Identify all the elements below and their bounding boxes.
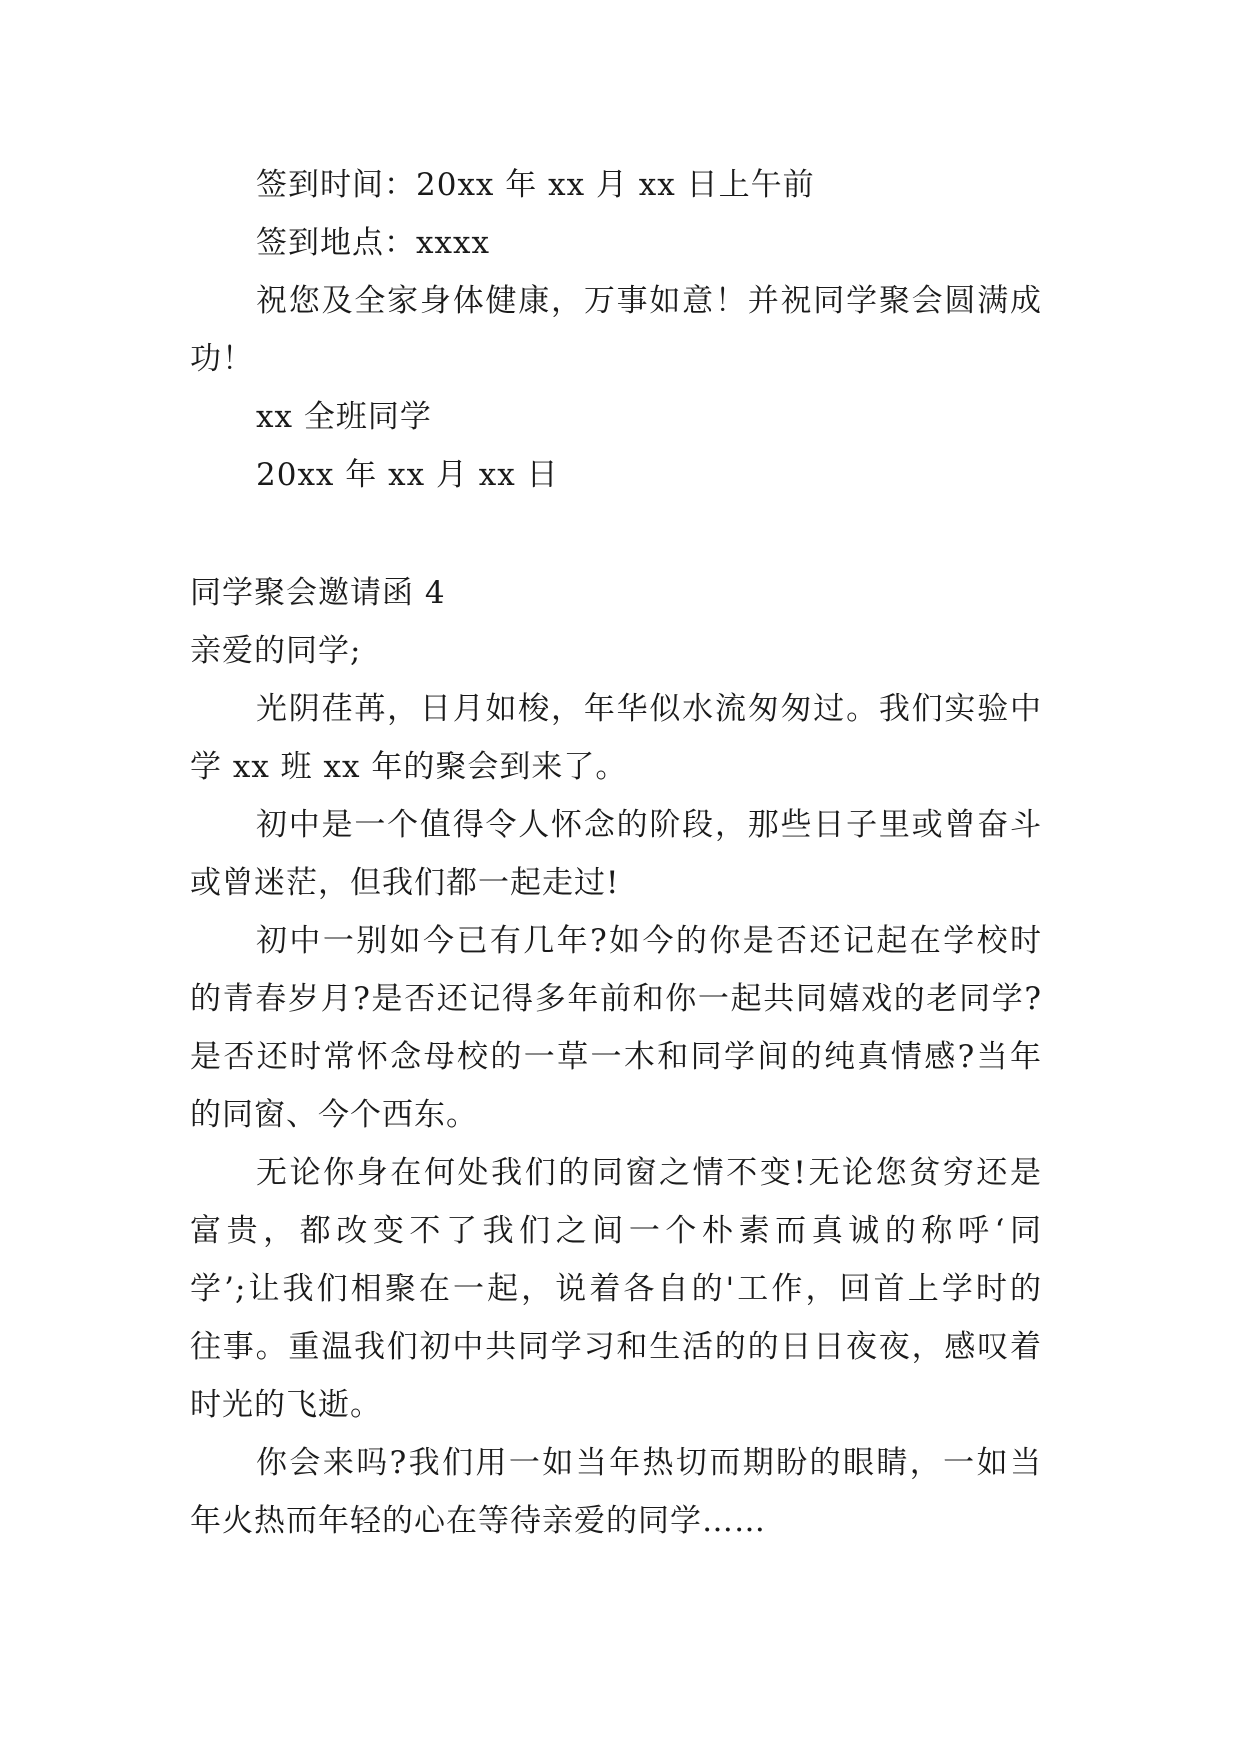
paragraph-3-line-3: 是否还时常怀念母校的一草一木和同学间的纯真情感?当年 <box>190 1039 1042 1075</box>
date-line: 20xx 年 xx 月 xx 日 <box>256 457 559 493</box>
wish-line-1: 祝您及全家身体健康，万事如意！并祝同学聚会圆满成 <box>256 283 1042 319</box>
paragraph-3-line-2: 的青春岁月?是否还记得多年前和你一起共同嬉戏的老同学? <box>190 981 1042 1017</box>
signin-time: 签到时间：20xx 年 xx 月 xx 日上午前 <box>256 167 815 203</box>
signature: xx 全班同学 <box>256 399 432 435</box>
section-title: 同学聚会邀请函 4 <box>190 575 446 611</box>
paragraph-2-line-2: 或曾迷茫，但我们都一起走过! <box>190 865 620 901</box>
salutation: 亲爱的同学; <box>190 633 362 669</box>
paragraph-4-line-2: 富贵，都改变不了我们之间一个朴素而真诚的称呼‘同 <box>190 1213 1042 1249</box>
paragraph-5-line-1: 你会来吗?我们用一如当年热切而期盼的眼睛，一如当 <box>256 1445 1042 1481</box>
paragraph-3-line-1: 初中一别如今已有几年?如今的你是否还记起在学校时 <box>256 923 1042 959</box>
wish-line-2: 功！ <box>190 341 254 377</box>
paragraph-5-line-2: 年火热而年轻的心在等待亲爱的同学…… <box>190 1503 766 1539</box>
paragraph-4-line-3: 学’;让我们相聚在一起，说着各自的'工作，回首上学时的 <box>190 1271 1042 1307</box>
paragraph-3-line-4: 的同窗、今个西东。 <box>190 1097 478 1133</box>
paragraph-1-line-1: 光阴荏苒，日月如梭，年华似水流匆匆过。我们实验中 <box>256 691 1042 727</box>
signin-place: 签到地点：xxxx <box>256 225 490 261</box>
paragraph-2-line-1: 初中是一个值得令人怀念的阶段，那些日子里或曾奋斗 <box>256 807 1042 843</box>
paragraph-4-line-1: 无论你身在何处我们的同窗之情不变!无论您贫穷还是 <box>256 1155 1042 1191</box>
paragraph-4-line-4: 往事。重温我们初中共同学习和生活的的日日夜夜，感叹着 <box>190 1329 1042 1365</box>
paragraph-4-line-5: 时光的飞逝。 <box>190 1387 382 1423</box>
paragraph-1-line-2: 学 xx 班 xx 年的聚会到来了。 <box>190 749 628 785</box>
